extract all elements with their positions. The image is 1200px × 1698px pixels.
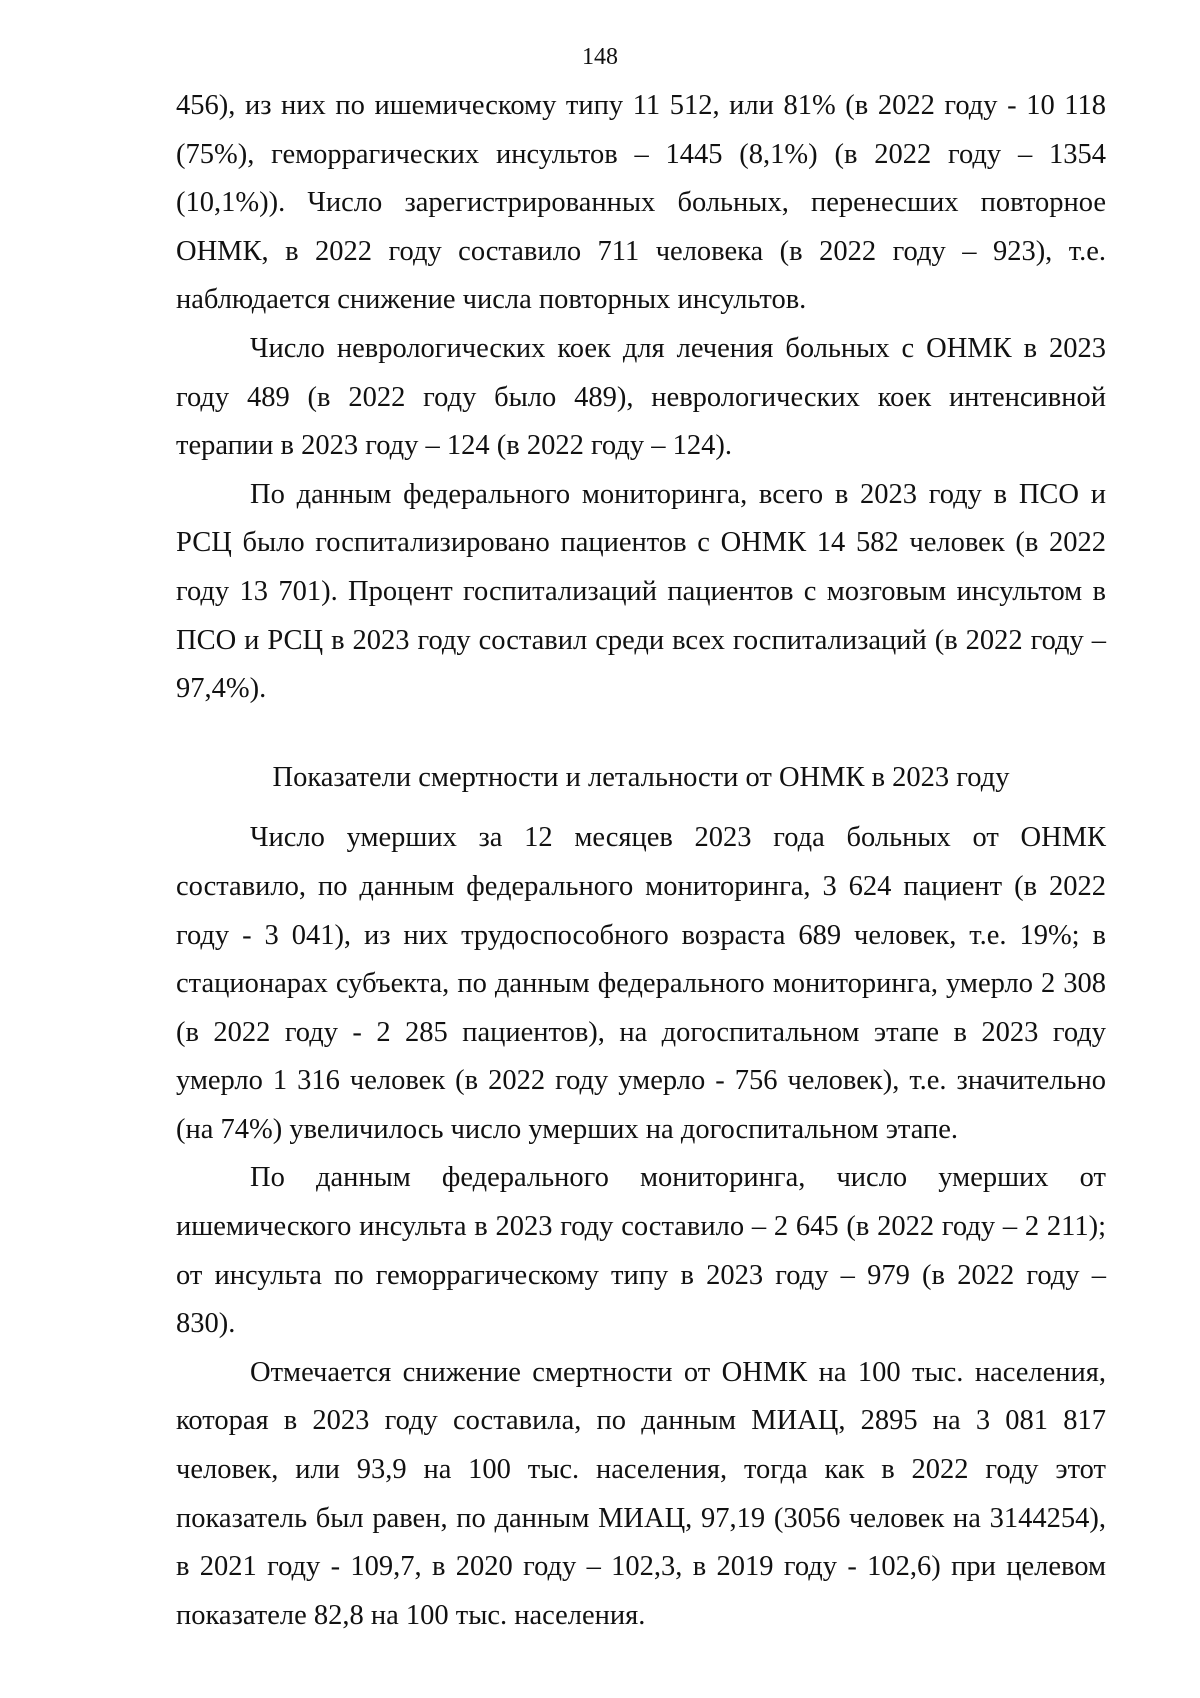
paragraph-continuation: 456), из них по ишемическому типу 11 512, или 81% (в 2022 году - 10 118 (75%), геморрагических инсультов – 1445 (8,1%) (в 2022 году – 1354 (10,1%)). Число зарегистрированных больных, перенесших повторное ОНМК, в 2022 году составило 711 человека (в 2022 году – 923), т.е. наблюдается снижение числа повторных инсультов. xyxy=(176,90,1106,316)
paragraph-deaths: Число умерших за 12 месяцев 2023 года больных от ОНМК составило, по данным федерального мониторинга, 3 624 пациент (в 2022 году - 3 041), из них трудоспособного возраста 689 человек, т.е. 19%; в стационарах субъекта, по данным федерального мониторинга, умерло 2 308 (в 2022 году - 2 285 пациентов), на догоспитальном этапе в 2023 году умерло 1 316 человек (в 2022 году умерло - 756 человек), т.е. значительно (на 74%) увеличилось число умерших на догоспитальном этапе. xyxy=(176,822,1106,1145)
paragraph-mortality-rate: Отмечается снижение смертности от ОНМК на 100 тыс. населения, которая в 2023 году составила, по данным МИАЦ, 2895 на 3 081 817 человек, или 93,9 на 100 тыс. населения, тогда как в 2022 году этот показатель был равен, по данным МИАЦ, 97,19 (3056 человек на 3144254), в 2021 году - 109,7, в 2020 году – 102,3, в 2019 году - 102,6) при целевом показателе 82,8 на 100 тыс. населения. xyxy=(176,1356,1106,1631)
section-heading: Показатели смертности и летальности от ОНМК в 2023 году xyxy=(272,761,1010,793)
paragraph-hospitalization: По данным федерального мониторинга, всего в 2023 году в ПСО и РСЦ было госпитализировано пациентов с ОНМК 14 582 человек (в 2022 году 13 701). Процент госпитализаций пациентов с мозговым инсультом в ПСО и РСЦ в 2023 году составил среди всех госпитализаций (в 2022 году – 97,4%). xyxy=(176,478,1106,705)
page-number: 148 xyxy=(582,44,618,70)
paragraph-neuro-beds: Число неврологических коек для лечения больных с ОНМК в 2023 году 489 (в 2022 году было 489), неврологических коек интенсивной терапии в 2023 году – 124 (в 2022 году – 124). xyxy=(176,332,1106,462)
paragraph-stroke-type-deaths: По данным федерального мониторинга, число умерших от ишемического инсульта в 2023 году составило – 2 645 (в 2022 году – 2 211); от инсульта по геморрагическому типу в 2023 году – 979 (в 2022 году – 830). xyxy=(176,1162,1106,1340)
page-content xyxy=(176,82,1106,1640)
